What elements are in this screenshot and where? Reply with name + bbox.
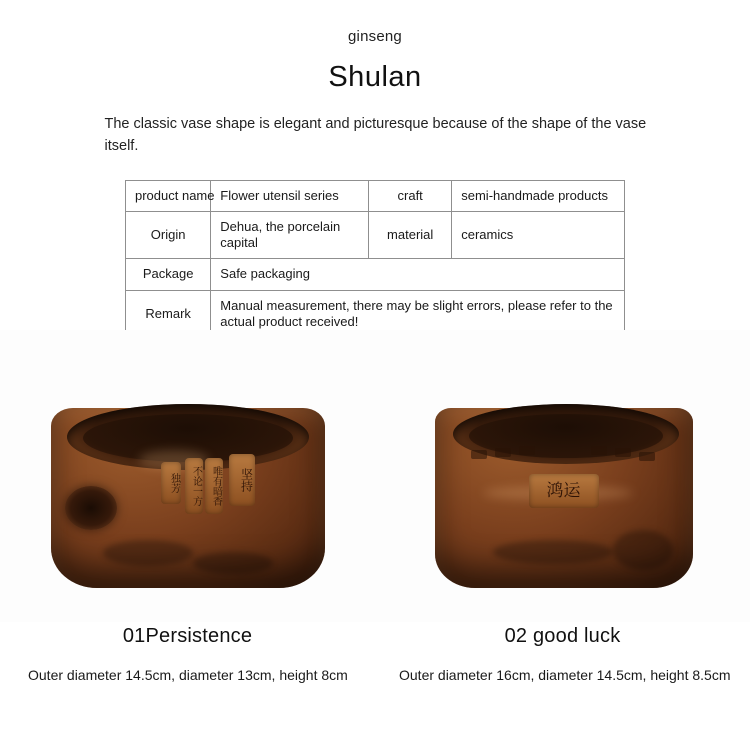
pot-carved-plaque-a: 独芳 xyxy=(161,462,181,504)
table-row xyxy=(126,180,625,211)
product-card-02[interactable] xyxy=(375,330,750,730)
ceramic-pot-shape-01 xyxy=(43,390,333,605)
spec-key-material: material xyxy=(369,211,452,259)
pot-brick-detail xyxy=(519,446,535,455)
pot-carved-plaque-main: 鸿运 xyxy=(529,474,599,508)
spec-key-product-name: product name xyxy=(126,180,211,211)
product-dimensions-02: Outer diameter 16cm, diameter 14.5cm, height 8.5cm xyxy=(399,667,731,683)
pot-texture xyxy=(613,530,673,570)
page-title: Shulan xyxy=(328,61,422,93)
spec-key-package: Package xyxy=(126,259,211,290)
spec-table-wrapper xyxy=(125,180,625,339)
pot-brick-detail xyxy=(615,448,631,457)
product-dimensions-01: Outer diameter 14.5cm, diameter 13cm, height 8cm xyxy=(28,667,348,683)
spec-table xyxy=(125,180,625,339)
product-image-02 xyxy=(375,370,750,620)
spec-value-origin: Dehua, the porcelain capital xyxy=(211,211,369,259)
ceramic-pot-shape-02 xyxy=(423,390,703,605)
pot-brick-detail xyxy=(471,450,487,459)
pot-carved-plaque-b: 不论一方 xyxy=(185,458,203,514)
eyebrow-text: ginseng xyxy=(348,28,402,45)
spec-value-package: Safe packaging xyxy=(211,259,625,290)
spec-key-craft: craft xyxy=(369,180,452,211)
spec-value-product-name: Flower utensil series xyxy=(211,180,369,211)
product-caption-02: 02 good luck xyxy=(504,625,621,647)
product-image-01 xyxy=(0,370,375,620)
product-card-01[interactable] xyxy=(0,330,375,730)
product-caption-01: 01Persistence xyxy=(122,625,253,647)
pot-brick-detail xyxy=(639,452,655,461)
spec-key-origin: Origin xyxy=(126,211,211,259)
spec-value-remark: Manual measurement, there may be slight errors, please refer to the actual product received! xyxy=(211,290,625,338)
pot-texture xyxy=(193,552,273,574)
pot-carved-plaque-c: 唯有暗香 xyxy=(205,458,223,514)
table-row xyxy=(126,259,625,290)
pot-brick-detail xyxy=(495,448,511,457)
page-subtitle: The classic vase shape is elegant and picturesque because of the shape of the vase itself. xyxy=(104,116,647,154)
pot-knot-hole xyxy=(65,486,117,530)
spec-value-material: ceramics xyxy=(452,211,625,259)
pot-brick-detail xyxy=(591,446,607,455)
pot-carved-plaque-main: 坚持 xyxy=(229,454,255,506)
product-gallery xyxy=(0,330,750,730)
pot-texture xyxy=(493,540,613,564)
pot-texture xyxy=(103,540,193,566)
spec-value-craft: semi-handmade products xyxy=(452,180,625,211)
table-row xyxy=(126,211,625,259)
spec-key-remark: Remark xyxy=(126,290,211,338)
page-header xyxy=(0,0,750,158)
